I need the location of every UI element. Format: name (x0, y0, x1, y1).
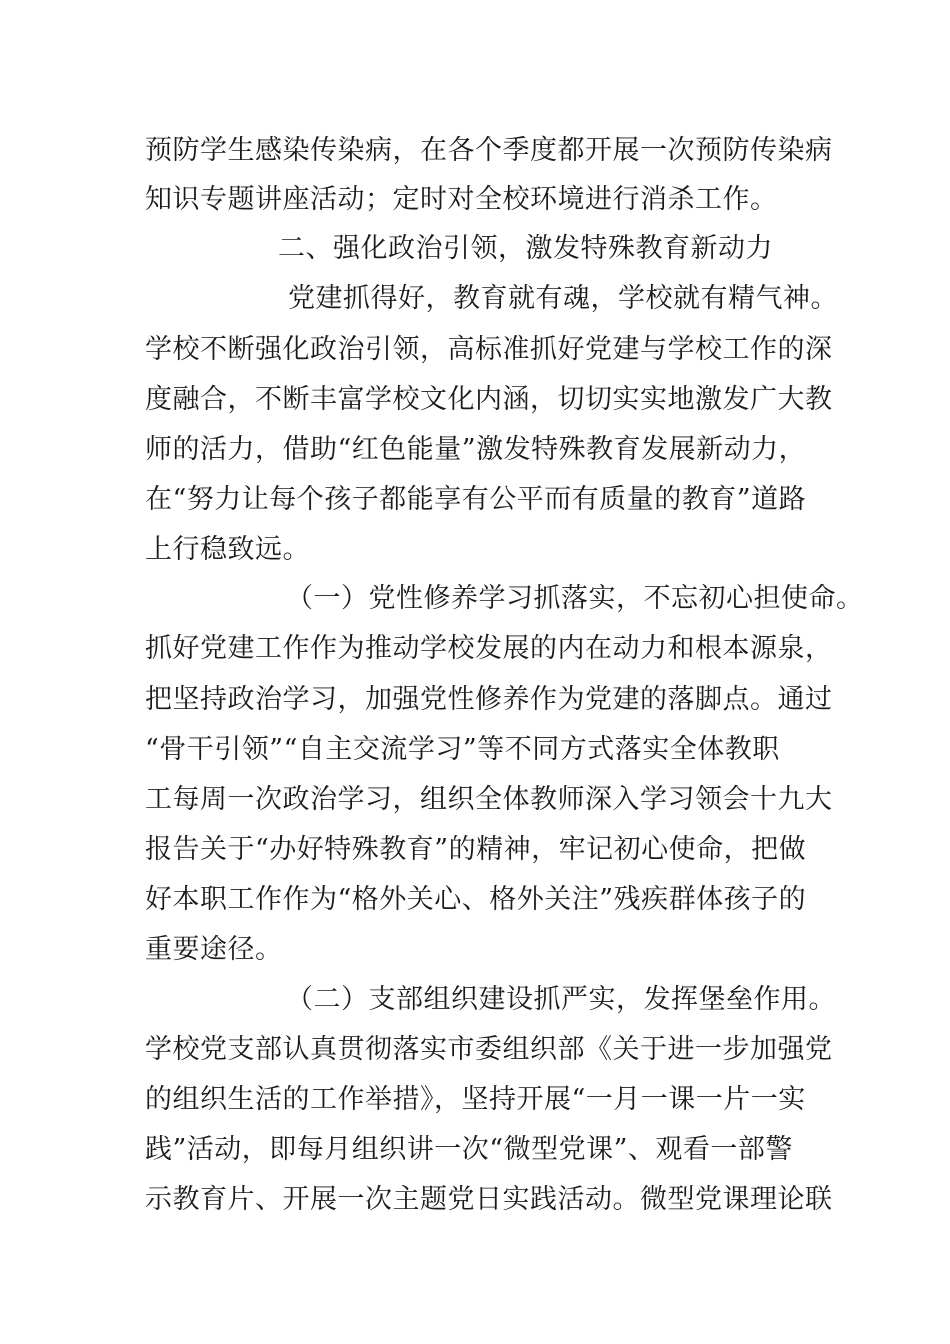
text-line: 报告关于“办好特殊教育”的精神，牢记初心使命，把做 (145, 834, 807, 865)
subsection-heading-1: （一）党性修养学习抓落实，不忘初心担使命。 (286, 583, 864, 614)
text-line: 把坚持政治学习，加强党性修养作为党建的落脚点。通过 (145, 684, 833, 715)
subsection-heading-2: （二）支部组织建设抓严实，发挥堡垒作用。 (286, 984, 836, 1015)
text-line: “骨干引领”“自主交流学习”等不同方式落实全体教职 (145, 734, 780, 765)
text-line: 示教育片、开展一次主题党日实践活动。微型党课理论联 (145, 1184, 833, 1215)
section-heading-2: 二、强化政治引领，激发特殊教育新动力 (278, 233, 773, 264)
text-line: 重要途径。 (145, 934, 283, 965)
text-line: 师的活力，借助“红色能量”激发特殊教育发展新动力， (145, 434, 807, 465)
text-line: 好本职工作作为“格外关心、格外关注”残疾群体孩子的 (145, 884, 807, 915)
text-line: 上行稳致远。 (145, 534, 310, 565)
text-line: 党建抓得好，教育就有魂，学校就有精气神。 (288, 283, 838, 314)
text-line: 工每周一次政治学习，组织全体教师深入学习领会十九大 (145, 784, 833, 815)
text-line: 学校不断强化政治引领，高标准抓好党建与学校工作的深 (145, 334, 833, 365)
text-line: 预防学生感染传染病，在各个季度都开展一次预防传染病 (145, 135, 833, 166)
text-line: 践”活动，即每月组织讲一次“微型党课”、观看一部警 (145, 1134, 793, 1165)
text-line: 度融合，不断丰富学校文化内涵，切切实实地激发广大教 (145, 384, 833, 415)
text-line: 的组织生活的工作举措》，坚持开展“一月一课一片一实 (145, 1084, 806, 1115)
text-line: 知识专题讲座活动；定时对全校环境进行消杀工作。 (145, 184, 778, 215)
text-line: 抓好党建工作作为推动学校发展的内在动力和根本源泉， (145, 633, 833, 664)
text-line: 在“努力让每个孩子都能享有公平而有质量的教育”道路 (145, 484, 807, 515)
text-line: 学校党支部认真贯彻落实市委组织部《关于进一步加强党 (145, 1034, 833, 1065)
